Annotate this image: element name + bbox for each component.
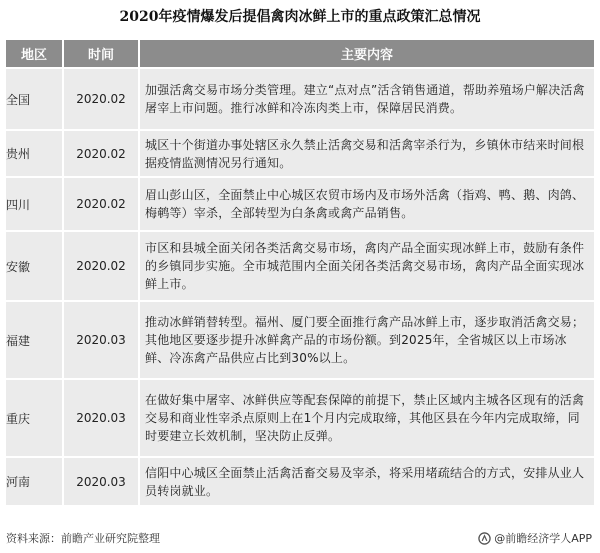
table-row: [6, 301, 594, 379]
table-header-row: [6, 40, 594, 68]
column-header-region: 地区: [6, 40, 63, 68]
cell-region: 重庆: [6, 379, 63, 457]
column-header-time: 时间: [63, 40, 139, 68]
cell-content: 推动冰鲜销替转型。福州、厦门要全面推行禽产品冰鲜上市，逐步取消活禽交易；其他地区要逐步提升冰鲜禽产品的市场份额。到2025年，全省城区以上市场冰鲜、冷冻禽产品供应占比到30%以上。: [139, 301, 594, 379]
cell-time: 2020.03: [63, 379, 139, 457]
policy-table: [6, 40, 594, 505]
table-row: [6, 177, 594, 231]
cell-region: 全国: [6, 68, 63, 130]
cell-time: 2020.02: [63, 177, 139, 231]
cell-content: 信阳中心城区全面禁止活禽活畜交易及宰杀，将采用堵疏结合的方式，安排从业人员转岗就业。: [139, 457, 594, 505]
cell-content: 眉山彭山区，全面禁止中心城区农贸市场内及市场外活禽（指鸡、鸭、鹅、肉鸽、梅鹌等）宰杀，全部转型为白条禽或禽产品销售。: [139, 177, 594, 231]
column-header-content: 主要内容: [139, 40, 594, 68]
cell-time: 2020.03: [63, 457, 139, 505]
table-row: [6, 379, 594, 457]
brand-label: @前瞻经济学人APP: [494, 532, 592, 545]
table-row: [6, 457, 594, 505]
table-row: [6, 68, 594, 130]
table-row: [6, 130, 594, 177]
table-row: [6, 231, 594, 301]
page-title: 2020年疫情爆发后提倡禽肉冰鲜上市的重点政策汇总情况: [119, 9, 481, 25]
cell-content: 市区和县城全面关闭各类活禽交易市场，禽肉产品全面实现冰鲜上市，鼓励有条件的乡镇同步实施。全市城范围内全面关闭各类活禽交易市场，禽肉产品全面实现冰鲜上市。: [139, 231, 594, 301]
brand-logo-icon: [478, 532, 491, 545]
cell-content: 加强活禽交易市场分类管理。建立“点对点”活含销售通道，帮助养殖场户解决活禽屠宰上市问题。推行冰鲜和冷冻肉类上市，保障居民消费。: [139, 68, 594, 130]
cell-content: 在做好集中屠宰、冰鲜供应等配套保障的前提下，禁止区域内主城各区现有的活禽交易和商业性宰杀点原则上在1个月内完成取缔，其他区县在今年内完成取缔，同时要建立长效机制，坚决防止反弹。: [139, 379, 594, 457]
cell-region: 福建: [6, 301, 63, 379]
cell-time: 2020.03: [63, 301, 139, 379]
cell-region: 贵州: [6, 130, 63, 177]
cell-content: 城区十个街道办事处辖区永久禁止活禽交易和活禽宰杀行为，乡镇休市结来时间根据疫情监测情况另行通知。: [139, 130, 594, 177]
cell-region: 四川: [6, 177, 63, 231]
cell-time: 2020.02: [63, 231, 139, 301]
cell-region: 河南: [6, 457, 63, 505]
source-note: 资料来源：前瞻产业研究院整理: [6, 532, 160, 545]
cell-time: 2020.02: [63, 130, 139, 177]
cell-time: 2020.02: [63, 68, 139, 130]
brand-credit: [478, 530, 592, 546]
cell-region: 安徽: [6, 231, 63, 301]
